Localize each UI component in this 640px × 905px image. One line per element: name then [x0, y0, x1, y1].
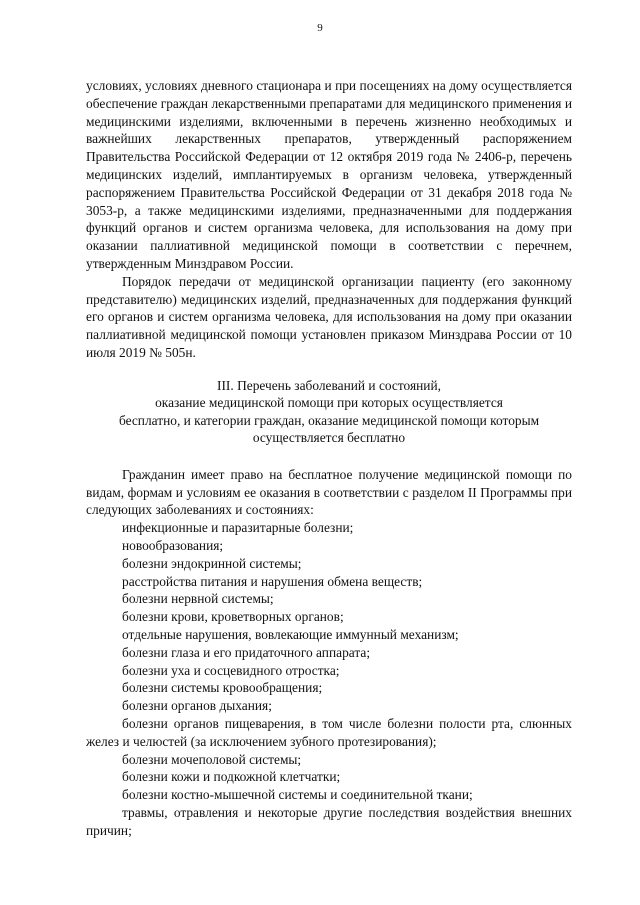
list-item: болезни нервной системы; [122, 591, 274, 607]
paragraph-transfer-procedure: Порядок передачи от медицинской организации пациенту (его законному представителю) медицинских изделий, предназначенных для поддержания функций его органов и систем организма человека, для использования на дому при оказании паллиативной медицинской помощи установлен приказом Минздрава России от 10 июля 2019 № 505н. [86, 273, 572, 360]
list-item: болезни крови, кроветворных органов; [122, 609, 344, 625]
list-item: отдельные нарушения, вовлекающие иммунный механизм; [122, 626, 459, 642]
list-item: болезни органов пищеварения, в том числе болезни полости рта, слюнных желез и челюстей (за исключением зубного протезирования); [86, 715, 572, 749]
list-item: травмы, отравления и некоторые другие последствия воздействия внешних причин; [86, 804, 572, 838]
list-item: болезни костно-мышечной системы и соединительной ткани; [122, 787, 473, 803]
section-heading [86, 377, 572, 447]
section-heading-line: III. Перечень заболеваний и состояний, [217, 377, 441, 393]
paragraph-continuation: условиях, условиях дневного стационара и при посещениях на дому осуществляется обеспечение граждан лекарственными препаратами для медицинского применения и медицинскими изделиями, включенными в перечень жизненно необходимых и важнейших лекарственных препаратов, утвержденный распоряжением Правительства Российской Федерации от 12 октября 2019 года № 2406-р, перечень медицинских изделий, имплантируемых в организм человека, утвержденный распоряжением Правительства Российской Федерации от 31 декабря 2018 года № 3053-р, а также медицинскими изделиями, предназначенными для поддержания функций органов и систем организма человека, для использования на дому при оказании паллиативной медицинской помощи в соответствии с перечнем, утвержденным Минздравом России. [86, 78, 572, 271]
list-item: новообразования; [122, 537, 224, 553]
list-item: болезни эндокринной системы; [122, 555, 302, 571]
section-heading-line: оказание медицинской помощи при которых осуществляется [155, 395, 503, 411]
list-item: болезни мочеполовой системы; [122, 751, 302, 767]
paragraph-intro: Гражданин имеет право на бесплатное получение медицинской помощи по видам, формам и условиям ее оказания в соответствии с разделом II Программы при следующих заболеваниях и состояниях: [86, 466, 572, 518]
list-item: инфекционные и паразитарные болезни; [122, 520, 354, 536]
section-heading-line: осуществляется бесплатно [252, 430, 406, 446]
page-number: 9 [317, 22, 323, 34]
section-heading-line: бесплатно, и категории граждан, оказание медицинской помощи которым [118, 412, 540, 428]
conditions-list [86, 519, 572, 839]
list-item: болезни уха и сосцевидного отростка; [122, 662, 340, 678]
list-item: болезни кожи и подкожной клетчатки; [122, 769, 341, 785]
list-item: болезни системы кровообращения; [122, 680, 323, 696]
document-body [86, 77, 572, 839]
list-item: расстройства питания и нарушения обмена веществ; [122, 573, 423, 589]
list-item: болезни глаза и его придаточного аппарата; [122, 644, 371, 660]
list-item: болезни органов дыхания; [122, 698, 272, 714]
